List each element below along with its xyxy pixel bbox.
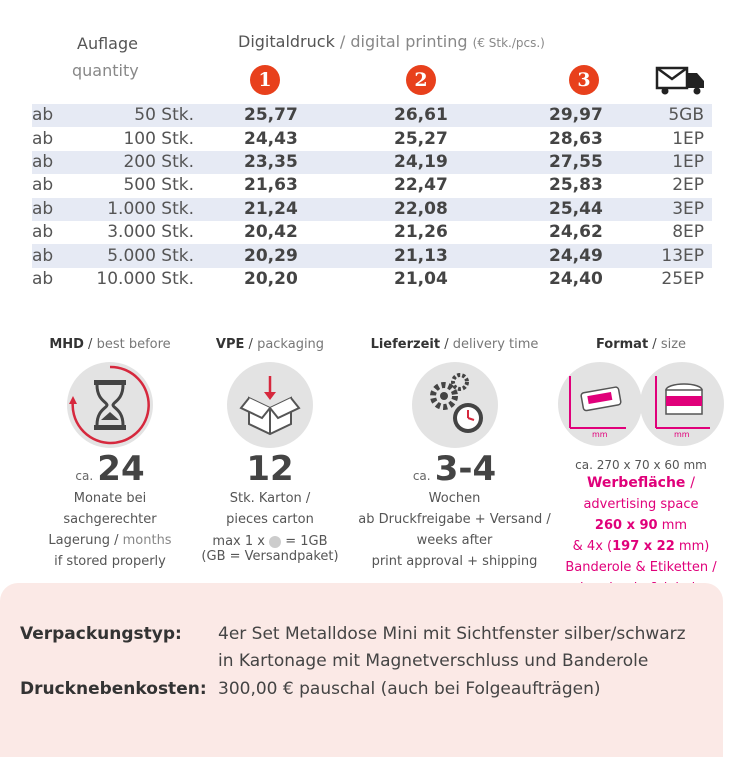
ad-size-2-value: 197 x 22 xyxy=(612,539,675,554)
digital-header-en: digital printing xyxy=(350,32,468,51)
format-title-de: Format xyxy=(595,337,649,352)
mhd-line3-en: months xyxy=(122,533,172,548)
vpe-title-de: VPE xyxy=(215,337,245,352)
labels-de: Banderole & Etiketten / xyxy=(565,560,717,575)
mhd-title-en: best before xyxy=(96,337,171,352)
vpe-line3b: = 1GB xyxy=(285,534,328,549)
table-row xyxy=(32,198,712,221)
format-mm1: mm xyxy=(592,430,608,439)
ad-space-title: Werbefläche / xyxy=(586,475,696,491)
mhd-ca: ca. xyxy=(75,469,94,483)
cell-ship: 25EP xyxy=(649,268,712,291)
cell-ab: ab xyxy=(32,127,82,150)
delivery-title-de: Lieferzeit xyxy=(370,337,441,352)
quantity-header-en: quantity xyxy=(72,61,139,80)
mhd-line4: if stored properly xyxy=(54,554,166,569)
table-row xyxy=(32,268,712,291)
tin-single-icon xyxy=(640,362,724,446)
cell-ship: 2EP xyxy=(649,174,712,197)
table-row xyxy=(32,244,712,267)
gears-clock-icon xyxy=(412,362,498,448)
vpe-column xyxy=(200,337,340,564)
vpe-line4: (GB = Versandpaket) xyxy=(201,549,339,564)
vpe-line2: pieces carton xyxy=(226,512,314,527)
tin-set-icon xyxy=(558,362,642,446)
print-costs-value: 300,00 € pauschal (auch bei Folgeaufträgen) xyxy=(218,679,601,699)
mhd-column xyxy=(40,337,180,572)
cell-qty: 200 Stk. xyxy=(82,151,194,174)
ad-space-en: advertising space xyxy=(583,497,699,512)
hourglass-icon xyxy=(67,362,153,448)
ad-space-de: Werbefläche xyxy=(586,475,686,491)
cell-ab: ab xyxy=(32,221,82,244)
table-row xyxy=(32,127,712,150)
delivery-title: Lieferzeit / delivery time xyxy=(370,337,539,352)
delivery-line3: weeks after xyxy=(416,533,493,548)
ad-size-2 xyxy=(556,536,726,557)
cell-p2: 26,61 xyxy=(394,104,549,127)
table-row xyxy=(32,174,712,197)
mhd-title-de: MHD xyxy=(49,337,84,352)
cell-p1: 20,42 xyxy=(194,221,394,244)
cell-p2: 24,19 xyxy=(394,151,549,174)
vpe-line3a: max 1 x xyxy=(212,534,265,549)
cell-p3: 28,63 xyxy=(549,127,649,150)
cell-p3: 25,44 xyxy=(549,198,649,221)
vpe-title-en: packaging xyxy=(257,337,325,352)
mhd-value: 24 xyxy=(97,449,145,489)
format-mm2: mm xyxy=(674,430,690,439)
cell-p1: 20,20 xyxy=(194,268,394,291)
cell-p3: 24,40 xyxy=(549,268,649,291)
cell-p2: 22,08 xyxy=(394,198,549,221)
delivery-ca: ca. xyxy=(412,469,431,483)
shipping-truck-icon xyxy=(655,64,707,96)
cell-p3: 25,83 xyxy=(549,174,649,197)
delivery-title-en: delivery time xyxy=(452,337,539,352)
cell-ship: 1EP xyxy=(649,127,712,150)
mhd-line2: sachgerechter xyxy=(63,512,157,527)
ad-size-1-unit: mm xyxy=(661,518,688,533)
mhd-line3: Lagerung / months xyxy=(48,533,172,548)
cell-qty: 50 Stk. xyxy=(82,104,194,127)
cell-p1: 24,43 xyxy=(194,127,394,150)
digital-printing-header xyxy=(238,32,545,51)
cell-p2: 21,13 xyxy=(394,244,549,267)
packaging-type-label: Verpackungstyp: xyxy=(20,624,182,644)
mhd-title: MHD / best before xyxy=(49,337,171,352)
cell-ship: 8EP xyxy=(649,221,712,244)
cell-qty: 10.000 Stk. xyxy=(82,268,194,291)
ad-size-1 xyxy=(556,515,726,536)
cell-ship: 5GB xyxy=(649,104,712,127)
format-size: ca. 270 x 70 x 60 mm xyxy=(575,458,707,472)
cell-p2: 21,26 xyxy=(394,221,549,244)
currency-note: (€ Stk./pcs.) xyxy=(472,36,545,50)
table-row xyxy=(32,151,712,174)
format-title: Format / size xyxy=(595,337,687,352)
mhd-line3-de: Lagerung xyxy=(48,533,110,548)
cell-p1: 23,35 xyxy=(194,151,394,174)
cell-qty: 5.000 Stk. xyxy=(82,244,194,267)
cell-p3: 24,49 xyxy=(549,244,649,267)
delivery-value: 3-4 xyxy=(434,449,497,489)
cell-p3: 24,62 xyxy=(549,221,649,244)
format-title-en: size xyxy=(660,337,687,352)
delivery-line2: ab Druckfreigabe + Versand / xyxy=(358,512,551,527)
print-costs-label: Drucknebenkosten: xyxy=(20,679,207,699)
format-column xyxy=(556,337,726,599)
column-1-badge: 1 xyxy=(250,65,280,95)
cell-ab: ab xyxy=(32,198,82,221)
vpe-value: 12 xyxy=(246,449,294,489)
table-row xyxy=(32,104,712,127)
cell-ship: 1EP xyxy=(649,151,712,174)
cell-qty: 3.000 Stk. xyxy=(82,221,194,244)
delivery-line1: Wochen xyxy=(428,491,481,506)
cell-ship: 3EP xyxy=(649,198,712,221)
packaging-type-value-2: in Kartonage mit Magnetverschluss und Banderole xyxy=(218,651,649,671)
ad-size-2-prefix: & 4x ( xyxy=(572,539,613,554)
vpe-line3 xyxy=(200,534,340,549)
cell-qty: 1.000 Stk. xyxy=(82,198,194,221)
cell-ab: ab xyxy=(32,151,82,174)
vpe-title: VPE / packaging xyxy=(215,337,325,352)
table-row xyxy=(32,221,712,244)
cell-p2: 21,04 xyxy=(394,268,549,291)
digital-header-de: Digitaldruck xyxy=(238,32,335,51)
box-small-icon xyxy=(269,536,281,548)
cell-p1: 21,63 xyxy=(194,174,394,197)
cell-ship: 13EP xyxy=(649,244,712,267)
format-icons xyxy=(556,362,726,458)
vpe-line1: Stk. Karton / xyxy=(229,491,311,506)
delivery-line4: print approval + shipping xyxy=(371,554,538,569)
cell-p1: 25,77 xyxy=(194,104,394,127)
digital-header-sep: / xyxy=(334,32,351,51)
mhd-line1: Monate bei xyxy=(73,491,147,506)
quantity-header-de: Auflage xyxy=(77,34,138,53)
delivery-column xyxy=(352,337,557,572)
cell-p2: 25,27 xyxy=(394,127,549,150)
ad-size-2-unit: mm) xyxy=(678,539,710,554)
cell-p3: 29,97 xyxy=(549,104,649,127)
cell-ab: ab xyxy=(32,268,82,291)
ad-size-1-value: 260 x 90 xyxy=(594,518,658,533)
column-2-badge: 2 xyxy=(406,65,436,95)
cell-p2: 22,47 xyxy=(394,174,549,197)
price-table xyxy=(32,104,712,291)
cell-p1: 21,24 xyxy=(194,198,394,221)
packaging-type-value-1: 4er Set Metalldose Mini mit Sichtfenster silber/schwarz xyxy=(218,624,686,644)
cell-ab: ab xyxy=(32,104,82,127)
carton-box-icon xyxy=(227,362,313,448)
column-3-badge: 3 xyxy=(569,65,599,95)
cell-p1: 20,29 xyxy=(194,244,394,267)
cell-p3: 27,55 xyxy=(549,151,649,174)
cell-ab: ab xyxy=(32,244,82,267)
cell-qty: 500 Stk. xyxy=(82,174,194,197)
cell-ab: ab xyxy=(32,174,82,197)
cell-qty: 100 Stk. xyxy=(82,127,194,150)
